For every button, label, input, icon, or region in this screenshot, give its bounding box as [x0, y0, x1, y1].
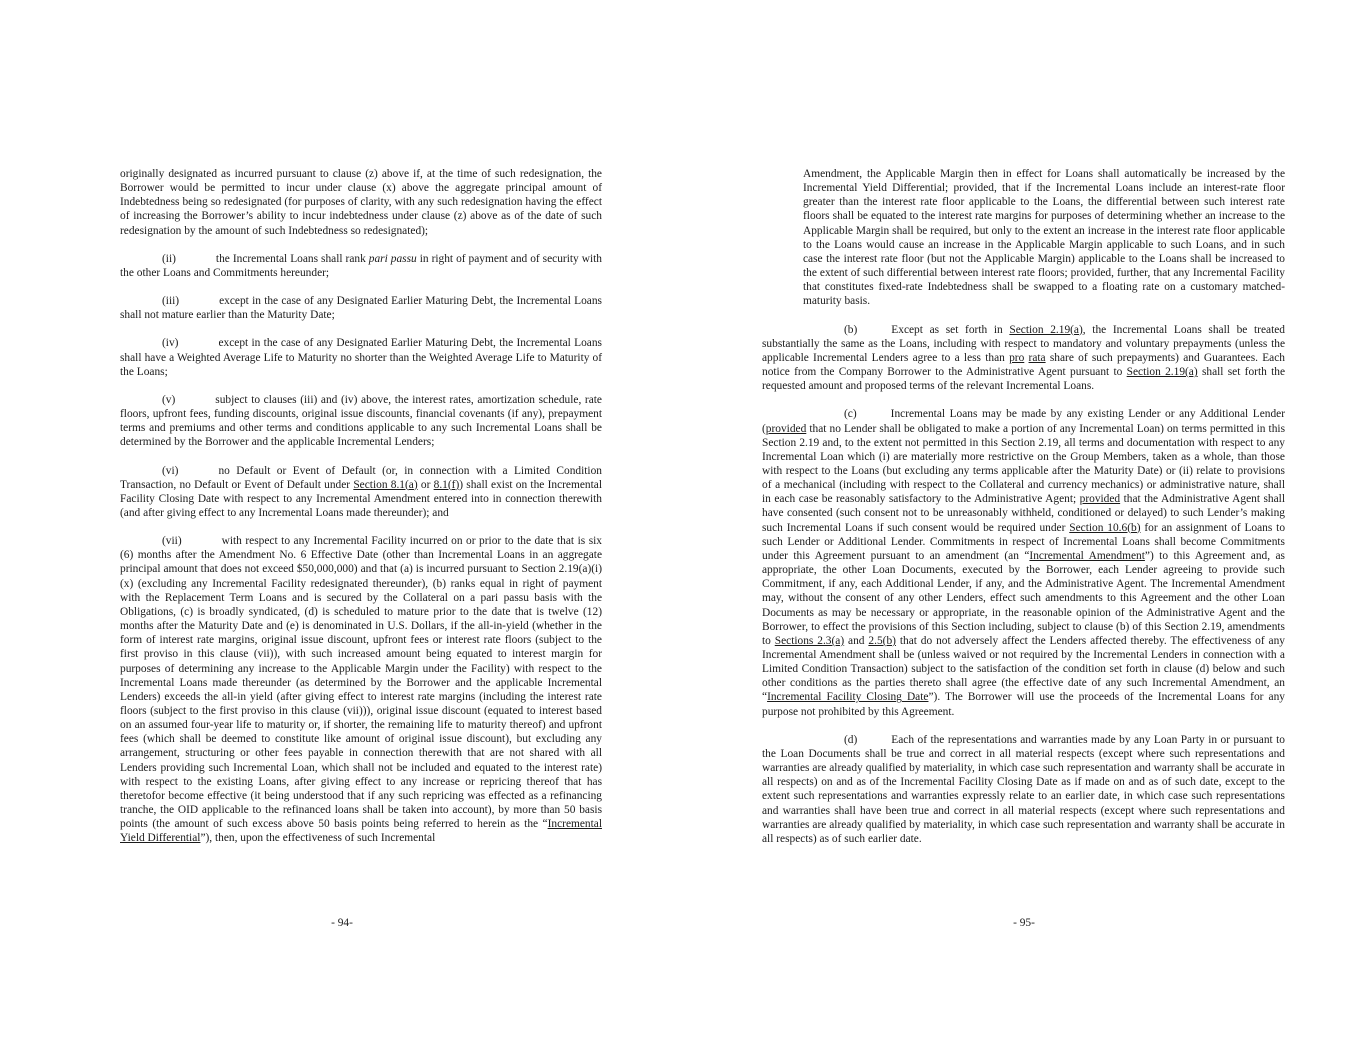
page-number: - 94-: [331, 917, 353, 929]
page-number: - 95-: [1013, 917, 1035, 929]
clause-b: (b) Except as set forth in Section 2.19(a), the Incremental Loans shall be treated substantially the same as the Loans, including with respect to mandatory and voluntary prepayments (unless the applicable Incremental Lenders agree to a less than pro rata share of such prepayments) and Guarantees. Each notice from the Company Borrower to the Administrative Agent pursuant to Section 2.19(a) shall set forth the requested amount and proposed terms of the relevant Incremental Loans.: [762, 323, 1285, 393]
provided-term: provided: [765, 422, 807, 435]
section-link[interactable]: Section 2.19(a): [1126, 366, 1198, 379]
clause-iv: (iv) except in the case of any Designated Earlier Maturing Debt, the Incremental Loans shall have a Weighted Average Life to Maturity no shorter than the Weighted Average Life to Maturity of the Loans;: [120, 337, 602, 378]
clause-vi: (vi) no Default or Event of Default (or, in connection with a Limited Condition Transaction, no Default or Event of Default under Section 8.1(a) or 8.1(f)) shall exist on the Incremental Facility Closing Date with respect to any Incremental Amendment entered into in connection therewith (and after giving effect to any Incremental Loans made thereunder); and: [120, 464, 602, 519]
defined-term-link[interactable]: Incremental Facility Closing Date: [767, 691, 929, 704]
left-page-body: [120, 167, 602, 860]
section-link[interactable]: 2.5(b): [868, 634, 896, 647]
right-page-body: [762, 167, 1285, 860]
defined-term-link[interactable]: Incremental Amendment: [1029, 549, 1145, 562]
section-link[interactable]: Section 2.19(a): [1009, 323, 1083, 336]
clause-ii: (ii) the Incremental Loans shall rank pari passu in right of payment and of security with the other Loans and Commitments hereunder;: [120, 252, 602, 279]
clause-vii: (vii) with respect to any Incremental Facility incurred on or prior to the date that is six (6) months after the Amendment No. 6 Effective Date (other than Incremental Loans in an aggregate principal amount that does not exceed $50,000,000) and that (a) is incurred pursuant to Section 2.19(a)(i)(x) (excluding any Incremental Facility redesignated thereunder), (b) ranks equal in right of payment with the Replacement Term Loans and is secured by the Collateral on a pari passu basis with the Obligations, (c) is broadly syndicated, (d) is scheduled to mature prior to the date that is twelve (12) months after the Maturity Date and (e) is denominated in U.S. Dollars, if the all-in-yield (whether in the form of interest rate margins, original issue discount, upfront fees or interest rate floors (subject to the first proviso in this clause (vii)), with such increased amount being equated to interest margin for purposes of determining any increase to the Applicable Margin under the Facility) with respect to the Incremental Loans made thereunder (as determined by the Borrower and the applicable Incremental Lenders) exceeds the all-in yield (after giving effect to interest rate margins (including the interest rate floors (subject to the first proviso in this clause (vii))), original issue discount (equated to interest based on an assumed four-year life to maturity or, if shorter, the remaining life to maturity thereof) and upfront fees (which shall be deemed to constitute like amount of original issue discount), but excluding any arrangement, structuring or other fees payable in connection therewith that are not shared with all Lenders providing such Incremental Loan, which shall not be included and equated to the interest rate) with respect to the existing Loans, after giving effect to any increase or repricing thereof that has theretofor become effective (it being understood that if any such repricing was effected as a refinancing tranche, the OID applicable to the refinanced loans shall be taken into account), by more than 50 basis points (the amount of such excess above 50 basis points being referred to herein as the “Incremental Yield Differential”), then, upon the effectiveness of such Incremental: [120, 535, 602, 845]
section-link[interactable]: Section 10.6(b): [1069, 521, 1141, 534]
section-link[interactable]: 8.1(f): [433, 478, 460, 491]
section-link[interactable]: Section 8.1(a): [353, 478, 418, 491]
paragraph-continuation: originally designated as incurred pursuant to clause (z) above if, at the time of such redesignation, the Borrower would be permitted to incur under clause (x) above the aggregate principal amount of Indebtedness being so redesignated (for purposes of clarity, with any such redesignation having the effect of increasing the Borrower’s ability to incur indebtedness under clause (z) above as of the date of such redesignation by the amount of such Indebtedness so redesignated);: [120, 168, 602, 237]
clause-c: (c) Incremental Loans may be made by any existing Lender or any Additional Lender (provided that no Lender shall be obligated to make a portion of any Incremental Loan) on terms permitted in this Section 2.19 and, to the extent not permitted in this Section 2.19, all terms and documentation with respect to any Incremental Loan which (i) are materially more restrictive on the Group Members, taken as a whole, than those with respect to the Loans (but excluding any terms applicable after the Maturity Date) or (ii) relate to provisions of a mechanical (including with respect to the Collateral and currency mechanics) or administrative nature, shall in each case be reasonably satisfactory to the Administrative Agent; provided that the Administrative Agent shall have consented (such consent not to be unreasonably withheld, conditioned or delayed) to such Lender’s making such Incremental Loans if such consent would be required under Section 10.6(b) for an assignment of Loans to such Lender or Additional Lender. Commitments in respect of Incremental Loans shall become Commitments under this Agreement pursuant to an amendment (an “Incremental Amendment”) to this Agreement and, as appropriate, the other Loan Documents, executed by the Borrower, each Lender agreeing to provide such Commitment, if any, each Additional Lender, if any, and the Administrative Agent. The Incremental Amendment may, without the consent of any other Lenders, effect such amendments to this Agreement and the other Loan Documents as may be necessary or appropriate, in the reasonable opinion of the Administrative Agent and the Borrower, to effect the provisions of this Section including, subject to clause (b) of this Section 2.19, amendments to Sections 2.3(a) and 2.5(b) that do not adversely affect the Lenders affected thereby. The effectiveness of any Incremental Amendment shall be (unless waived or not required by the Incremental Lenders in connection with a Limited Condition Transaction) subject to the satisfaction of the condition set forth in clause (d) below and such other conditions as the parties thereto shall agree (the effective date of any such Incremental Amendment, an “Incremental Facility Closing Date”). The Borrower will use the proceeds of the Incremental Loans for any purpose not prohibited by this Agreement.: [762, 408, 1286, 718]
paragraph-continuation: Amendment, the Applicable Margin then in effect for Loans shall automatically be increased by the Incremental Yield Differential; provided, that if the Incremental Loans include an interest-rate floor greater than the interest rate floor applicable to the Loans, the differential between such interest rate floors shall be equated to the interest rate margins for purposes of determining whether an increase to the Applicable Margin shall be required, but only to the extent an increase in the interest rate floor applicable to the Loans would cause an increase in the Applicable Margin applicable to such Loans, and in such case the interest rate floor (but not the Applicable Margin) applicable to the Loans shall be increased to the extent of such differential between interest rate floors; provided, further, that any Incremental Facility that constitutes fixed-rate Indebtedness shall be swapped to a floating rate on a customary matched-maturity basis.: [803, 168, 1285, 308]
clause-iii: (iii) except in the case of any Designated Earlier Maturing Debt, the Incremental Loans shall not mature earlier than the Maturity Date;: [120, 295, 602, 322]
clause-d: (d) Each of the representations and warranties made by any Loan Party in or pursuant to the Loan Documents shall be true and correct in all material respects (except where such representations and warranties are already qualified by materiality, in which case such representation and warranty shall be accurate in all respects) on and as of the Incremental Facility Closing Date as if made on and as of such date, except to the extent such representations and warranties expressly relate to an earlier date, in which case such representations and warranties shall have been true and correct in all material respects (except where such representations and warranties are already qualified by materiality, in which case such representation and warranty shall be accurate in all respects) as of such earlier date.: [762, 733, 1285, 845]
defined-term-link[interactable]: Incremental Yield Differential: [120, 818, 602, 845]
provided-term: provided: [1079, 493, 1121, 506]
clause-v: (v) subject to clauses (iii) and (iv) above, the interest rates, amortization schedule, rate floors, upfront fees, funding discounts, original issue discounts, financial covenants (if any), prepayment terms and premiums and other terms and conditions applicable to any such Incremental Loans shall be determined by the Borrower and the applicable Incremental Lenders;: [120, 393, 602, 449]
rata-term: rata: [1028, 351, 1046, 364]
section-link[interactable]: Sections 2.3(a): [774, 634, 845, 647]
pro-term: pro: [1009, 351, 1025, 364]
